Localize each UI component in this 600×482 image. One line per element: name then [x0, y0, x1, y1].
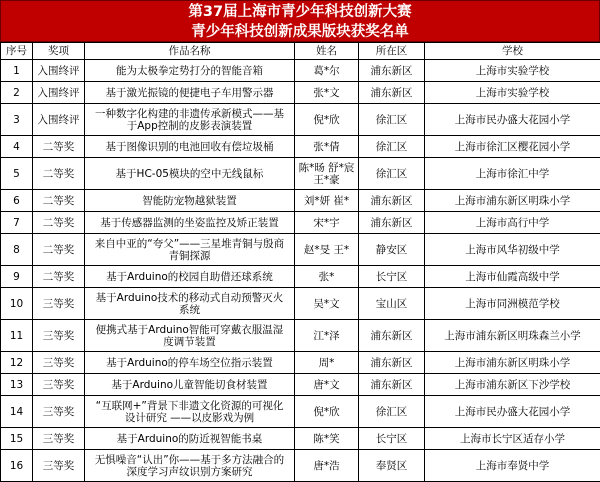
cell-work: 无惧噪音“认出”你——基于多方法融合的深度学习声纹识别方案研究 — [85, 450, 295, 482]
cell-school: 上海市民办盛大花园小学 — [425, 396, 600, 428]
column-header-work: 作品名称 — [85, 43, 295, 60]
cell-work: 基于HC-05模块的空中无线鼠标 — [85, 158, 295, 190]
cell-work: 基于Arduino的防近视智能书桌 — [85, 428, 295, 450]
cell-district: 奉贤区 — [359, 450, 425, 482]
page-title: 第37届上海市青少年科技创新大赛 — [1, 1, 599, 22]
cell-school: 上海市实验学校 — [425, 60, 600, 82]
cell-work: 基于Arduino儿童智能切食材装置 — [85, 374, 295, 396]
cell-no: 6 — [1, 190, 33, 212]
cell-school: 上海市长宁区适存小学 — [425, 428, 600, 450]
cell-name: 陈*笑 — [295, 428, 359, 450]
cell-work: 来自中亚的“夸父”——三星堆青铜与殷商青铜探源 — [85, 234, 295, 266]
cell-award: 二等奖 — [33, 234, 85, 266]
cell-no: 9 — [1, 266, 33, 288]
table-row — [1, 190, 600, 212]
cell-district: 长宁区 — [359, 266, 425, 288]
cell-work: 一种数字化构建的非遗传承新模式——基于App控制的皮影表演装置 — [85, 104, 295, 136]
table-row — [1, 104, 600, 136]
table-row — [1, 396, 600, 428]
cell-name: 张*倩 — [295, 136, 359, 158]
cell-award: 入围终评 — [33, 82, 85, 104]
cell-no: 12 — [1, 352, 33, 374]
cell-name: 周* — [295, 352, 359, 374]
cell-work: 基于传感器监测的坐姿监控及矫正装置 — [85, 212, 295, 234]
cell-name: 赵*旻 王* — [295, 234, 359, 266]
cell-no: 4 — [1, 136, 33, 158]
cell-name: 葛*尔 — [295, 60, 359, 82]
cell-work: 基于激光振镜的便捷电子车用警示器 — [85, 82, 295, 104]
cell-name: 倪*欣 — [295, 104, 359, 136]
cell-school: 上海市徐汇区樱花园小学 — [425, 136, 600, 158]
column-header-district: 所在区 — [359, 43, 425, 60]
table-row — [1, 266, 600, 288]
cell-district: 徐汇区 — [359, 104, 425, 136]
table-row — [1, 212, 600, 234]
cell-school: 上海市民办盛大花园小学 — [425, 104, 600, 136]
cell-award: 三等奖 — [33, 288, 85, 320]
cell-school: 上海市浦东新区明珠小学 — [425, 352, 600, 374]
cell-name: 倪*欣 — [295, 396, 359, 428]
cell-school: 上海市风华初级中学 — [425, 234, 600, 266]
table-row — [1, 60, 600, 82]
cell-work: 基于图像识别的电池回收有偿垃圾桶 — [85, 136, 295, 158]
cell-district: 宝山区 — [359, 288, 425, 320]
cell-work: 基于Arduino技术的移动式自动预警灭火系统 — [85, 288, 295, 320]
cell-name: 刘*妍 崔* — [295, 190, 359, 212]
table-row — [1, 234, 600, 266]
cell-work: 基于Arduino的校园自助借还球系统 — [85, 266, 295, 288]
column-header-no: 序号 — [1, 43, 33, 60]
cell-district: 静安区 — [359, 234, 425, 266]
column-header-name: 姓名 — [295, 43, 359, 60]
cell-school: 上海市浦东新区明珠森兰小学 — [425, 320, 600, 352]
cell-district: 长宁区 — [359, 428, 425, 450]
cell-award: 二等奖 — [33, 266, 85, 288]
cell-award: 三等奖 — [33, 450, 85, 482]
table-row — [1, 450, 600, 482]
cell-name: 唐*文 — [295, 374, 359, 396]
cell-no: 16 — [1, 450, 33, 482]
cell-district: 徐汇区 — [359, 136, 425, 158]
title-banner — [0, 0, 600, 42]
cell-school: 上海市同洲模范学校 — [425, 288, 600, 320]
cell-school: 上海市徐汇中学 — [425, 158, 600, 190]
cell-district: 浦东新区 — [359, 320, 425, 352]
cell-district: 浦东新区 — [359, 212, 425, 234]
table-row — [1, 136, 600, 158]
cell-district: 浦东新区 — [359, 60, 425, 82]
cell-work: “互联网+”背景下非遗文化资源的可视化设计研究 ——以皮影戏为例 — [85, 396, 295, 428]
cell-name: 张* — [295, 266, 359, 288]
cell-no: 3 — [1, 104, 33, 136]
cell-school: 上海市仙霞高级中学 — [425, 266, 600, 288]
cell-no: 14 — [1, 396, 33, 428]
cell-no: 10 — [1, 288, 33, 320]
cell-award: 三等奖 — [33, 428, 85, 450]
cell-award: 二等奖 — [33, 136, 85, 158]
cell-no: 5 — [1, 158, 33, 190]
cell-name: 江*泽 — [295, 320, 359, 352]
cell-award: 二等奖 — [33, 212, 85, 234]
cell-school: 上海市浦东新区下沙学校 — [425, 374, 600, 396]
column-header-award: 奖项 — [33, 43, 85, 60]
cell-name: 吴*文 — [295, 288, 359, 320]
table-header-row — [1, 43, 600, 60]
table-row — [1, 352, 600, 374]
cell-school: 上海市浦东新区明珠小学 — [425, 190, 600, 212]
cell-award: 三等奖 — [33, 396, 85, 428]
table-row — [1, 288, 600, 320]
cell-no: 7 — [1, 212, 33, 234]
cell-school: 上海市实验学校 — [425, 82, 600, 104]
cell-no: 8 — [1, 234, 33, 266]
cell-award: 三等奖 — [33, 374, 85, 396]
cell-no: 2 — [1, 82, 33, 104]
cell-award: 入围终评 — [33, 60, 85, 82]
cell-award: 三等奖 — [33, 320, 85, 352]
cell-no: 11 — [1, 320, 33, 352]
cell-name: 陈*旸 舒*宸 王*豪 — [295, 158, 359, 190]
cell-award: 二等奖 — [33, 158, 85, 190]
award-table — [0, 42, 600, 482]
cell-district: 浦东新区 — [359, 190, 425, 212]
cell-district: 徐汇区 — [359, 158, 425, 190]
cell-award: 二等奖 — [33, 190, 85, 212]
cell-district: 浦东新区 — [359, 374, 425, 396]
cell-work: 基于Arduino的停车场空位指示装置 — [85, 352, 295, 374]
cell-district: 浦东新区 — [359, 352, 425, 374]
cell-work: 智能防宠物越狱装置 — [85, 190, 295, 212]
cell-no: 1 — [1, 60, 33, 82]
table-row — [1, 320, 600, 352]
cell-work: 便携式基于Arduino智能可穿戴衣服温湿度调节装置 — [85, 320, 295, 352]
cell-district: 浦东新区 — [359, 82, 425, 104]
table-row — [1, 158, 600, 190]
cell-award: 入围终评 — [33, 104, 85, 136]
table-row — [1, 374, 600, 396]
cell-school: 上海市高行中学 — [425, 212, 600, 234]
page-subtitle: 青少年科技创新成果版块获奖名单 — [1, 22, 599, 42]
cell-no: 15 — [1, 428, 33, 450]
cell-name: 宋*宇 — [295, 212, 359, 234]
table-row — [1, 428, 600, 450]
cell-school: 上海市奉贤中学 — [425, 450, 600, 482]
cell-district: 徐汇区 — [359, 396, 425, 428]
cell-name: 张*文 — [295, 82, 359, 104]
cell-work: 能为太极拳定势打分的智能音箱 — [85, 60, 295, 82]
cell-no: 13 — [1, 374, 33, 396]
cell-name: 唐*浩 — [295, 450, 359, 482]
column-header-school: 学校 — [425, 43, 600, 60]
cell-award: 三等奖 — [33, 352, 85, 374]
table-row — [1, 82, 600, 104]
